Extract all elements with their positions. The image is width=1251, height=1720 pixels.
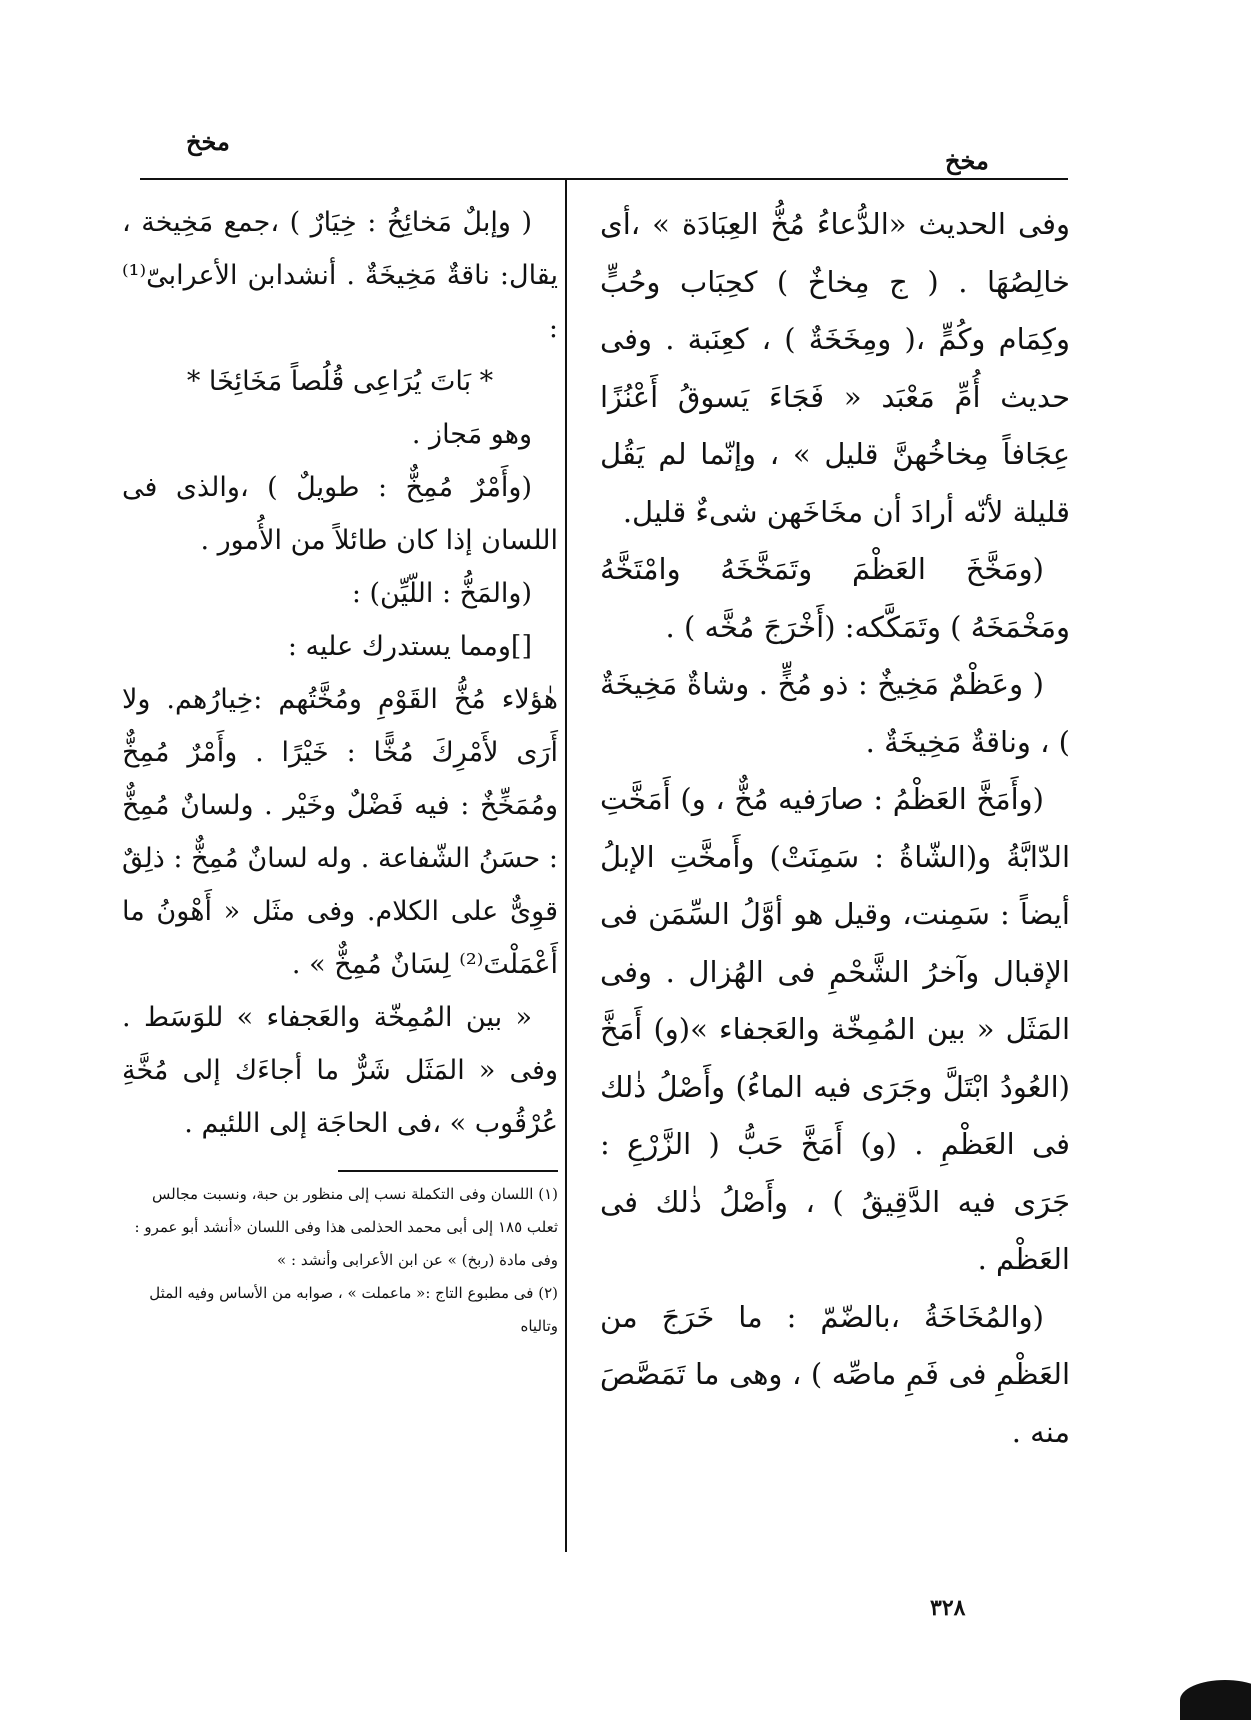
footnote: (٢) فى مطبوع التاج :« ماعملت » ، صوابه من الأساس وفيه المثل وتالياه (149, 1284, 558, 1335)
paragraph: هٰؤلاء مُخُّ القَوْمِ ومُخَّتُهم :خِيارُهم. ولا أَرَى لأَمْرِكَ مُخًّا : خَيْرًا . وأَمْرٌ مُمِخٌّ ومُمَخِّخٌ : فيه فَضْلٌ وخَيْر . ولسانٌ مُمِخٌّ : حسَنُ الشّفاعة . وله لسانٌ مُمِخٌّ : ذلِقٌ قوِىٌّ على الكلام. وفى مثَل « أَهْونُ ما أَعْمَلْتَ⁽²⁾ لِسَانٌ مُمِخٌّ » . (122, 684, 558, 980)
page-number: ٣٢٨ (930, 1595, 966, 1621)
paragraph: (والمُخَاخَةُ ،بالضّمّ : ما خَرَجَ من العَظْمِ فى فَمِ ماصِّه ) ، وهى ما تَمَصَّصَ منه . (600, 1299, 1070, 1449)
paragraph: « بين المُمِخّة والعَجفاء » للوَسَط . وفى « المَثَل شَرٌّ ما أجاءَك إلى مُخَّةِ عُرْقُوب » ،فى الحاجَة إلى اللئيم . (122, 1002, 558, 1139)
paragraph: (والمَخُّ : اللّيِّن) : (351, 578, 532, 609)
paragraph: (وأَمَخَّ العَظْمُ : صارَفيه مُخٌّ ، و) أَمَخَّتِ الدّابَّةُ و(الشّاةُ : سَمِنَتْ) وأَمخَّتِ الإبلُ أيضاً : سَمِنت، وقيل هو أوَّلُ السِّمَن فى الإقبال وآخرُ الشَّحْمِ فى الهُزال . وفى المَثَل « بين المُمِخّة والعَجفاء »(و) أَمَخَّ (العُودُ ابْتَلَّ وجَرَى فيه الماءُ) وأَصْلُ ذٰلك فى العَظْمِ . (و) أَمَخَّ حَبُّ ( الزَّرْعِ : جَرَى فيه الدَّقِيقُ ) ، وأَصْلُ ذٰلك فى العَظْم . (600, 782, 1070, 1276)
footnotes (122, 1170, 558, 1343)
paragraph: ( وعَظْمٌ مَخِيخٌ : ذو مُخٍّ . وشاةٌ مَخِيخَةٌ ) ، وناقةٌ مَخِيخَةٌ . (600, 667, 1070, 759)
right-column (600, 196, 1070, 1461)
paragraph: وهو مَجاز . (411, 419, 532, 450)
paragraph: (ومَخَّخَ العَظْمَ وتَمَخَّخَهُ وامْتَخَّهُ ومَخْمَخَهُ ) وتَمَكَّكه: (أَخْرَجَ مُخَّه ) . (600, 552, 1070, 644)
header-rule (140, 178, 1068, 180)
left-column (122, 196, 558, 1150)
column-divider (565, 180, 567, 1552)
footnote-rule (338, 1170, 558, 1172)
paragraph: ( وإبلٌ مَخائِخُ : خِيَارٌ ) ،جمع مَخِيخة ، يقال: ناقةٌ مَخِيخَةٌ . أنشدابن الأعرابىّ⁽¹⁾ : (122, 207, 558, 344)
section-heading: []ومما يستدرك عليه : (287, 631, 532, 662)
footnote: (١) اللسان وفى التكملة نسب إلى منظور بن حبة، ونسبت مجالس ثعلب ١٨٥ إلى أبى محمد الحذلمى هذا وفى اللسان «أنشد أبو عمرو : وفى مادة (ربخ) » عن ابن الأعرابى وأنشد : » (134, 1185, 558, 1269)
scan-artifact (1180, 1680, 1251, 1720)
paragraph: (وأَمْرٌ مُمِخٌّ : طويلٌ ) ،والذى فى اللسان إذا كان طائلاً من الأُمور . (122, 472, 558, 556)
running-header-left: مخخ (186, 127, 230, 156)
verse-line: * بَاتَ يُرَاعِى قُلُصاً مَخَائِخَا * (186, 366, 494, 397)
running-header-right: مخخ (945, 146, 989, 175)
paragraph: وفى الحديث «الدُّعاءُ مُخُّ العِبَادَة » ،أى خالِصُهَا . ( ج مِخاخٌ ) كحِبَاب وحُبٍّ وكِمَام وكُمٍّ ،( ومِخَخَةٌ ) ، كعِنَبة . وفى حديث أُمِّ مَعْبَد « فَجَاءَ يَسوقُ أَعْنُزًا عِجَافاً مِخاخُهنَّ قليل » ، وإنّما لم يَقُل قليلة لأنّه أرادَ أن مخَاخَهن شىءٌ قليل. (600, 207, 1070, 529)
